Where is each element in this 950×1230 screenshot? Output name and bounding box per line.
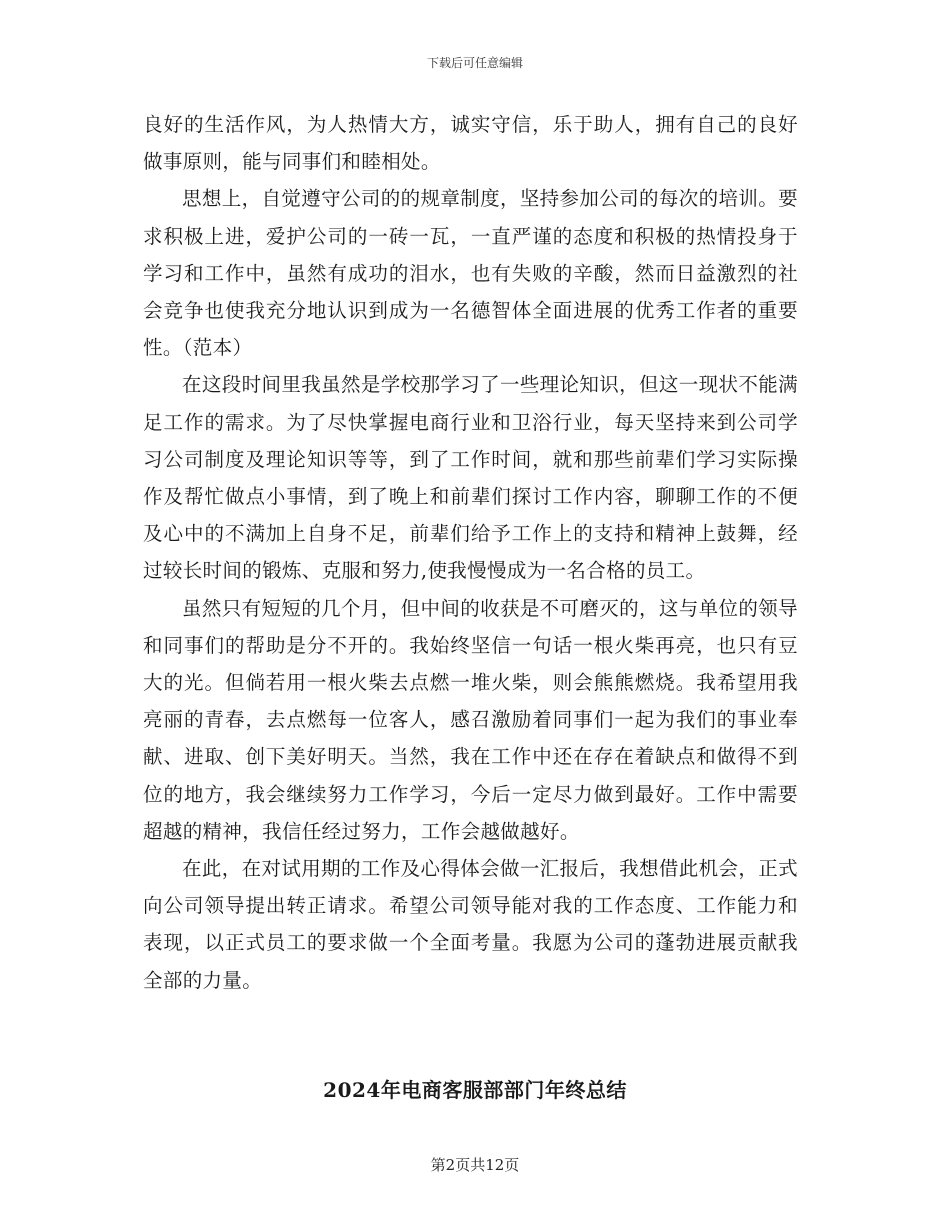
paragraph-learning: 在这段时间里我虽然是学校那学习了一些理论知识，但这一现状不能满足工作的需求。为了尽快掌握电商行业和卫浴行业，每天坚持来到公司学习公司制度及理论知识等等，到了工作时间，就和那些前辈们学习实际操作及帮忙做点小事情，到了晚上和前辈们探讨工作内容，聊聊工作的不便及心中的不满加上自身不足，前辈们给予工作上的支持和精神上鼓舞，经过较长时间的锻炼、克服和努力,使我慢慢成为一名合格的员工。 [143, 373, 798, 583]
section-title: 2024年电商客服部部门年终总结 [323, 1078, 627, 1102]
paragraph-request: 在此，在对试用期的工作及心得体会做一汇报后，我想借此机会，正式向公司领导提出转正请求。希望公司领导能对我的工作态度、工作能力和表现，以正式员工的要求做一个全面考量。我愿为公司的蓬勃进展贡献我全部的力量。 [143, 857, 798, 992]
paragraph-harvest: 虽然只有短短的几个月，但中间的收获是不可磨灭的，这与单位的领导和同事们的帮助是分不开的。我始终坚信一句话一根火柴再亮，也只有豆大的光。但倘若用一根火柴去点燃一堆火柴，则会熊熊燃烧。我希望用我亮丽的青春，去点燃每一位客人，感召激励着同事们一起为我们的事业奉献、进取、创下美好明天。当然，我在工作中还在存在着缺点和做得不到位的地方，我会继续努力工作学习，今后一定尽力做到最好。工作中需要超越的精神，我信任经过努力，工作会越做越好。 [143, 596, 798, 843]
document-body [143, 106, 798, 999]
page-indicator: 第2页共12页 [430, 1156, 520, 1174]
paragraph-thoughts: 思想上，自觉遵守公司的的规章制度，坚持参加公司的每次的培训。要求积极上进，爱护公司的一砖一瓦，一直严谨的态度和积极的热情投身于学习和工作中，虽然有成功的泪水，也有失败的辛酸，然而日益激烈的社会竞争也使我充分地认识到成为一名德智体全面进展的优秀工作者的重要性。（范本） [143, 187, 798, 360]
paragraph-continued: 良好的生活作风，为人热情大方，诚实守信，乐于助人，拥有自己的良好做事原则，能与同事们和睦相处。 [143, 113, 798, 174]
header-note: 下载后可任意编辑 [426, 56, 523, 70]
